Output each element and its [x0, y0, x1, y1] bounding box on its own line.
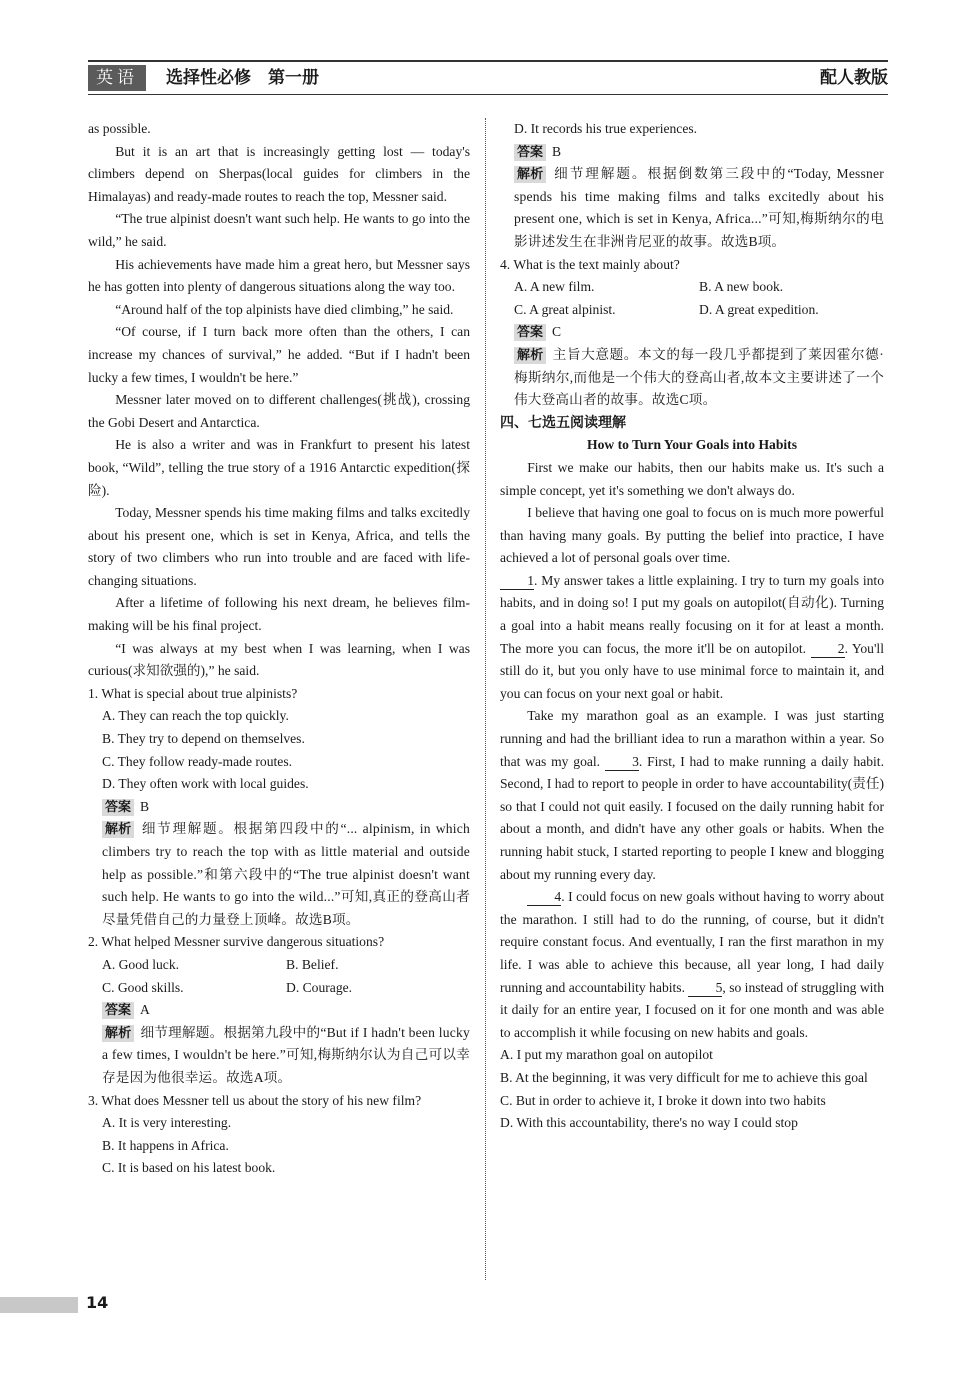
question-3-option-d: D. It records his true experiences. [514, 121, 698, 136]
paragraph-text: . You'll still do it, but you only have to use minimal force to maintain it, and you can focus on your next goal or habit. [500, 640, 884, 701]
passage-paragraph: “The true alpinist doesn't want such help. He wants to go into the wild,” he said. [88, 211, 470, 249]
analysis-text: 细节理解题。根据第九段中的“But if I hadn't been lucky a few times, I wouldn't be here.”可知,梅斯纳尔认为自己可以幸存是因为他很幸运。故选A项。 [102, 1024, 470, 1085]
passage-paragraph [500, 705, 884, 886]
answer-tag: 答案 [102, 1002, 134, 1019]
paragraph-text: . I could focus on new goals without having to worry about the marathon. I still had to do the running, of course, but it didn't require constant focus. And eventually, I ran the first marathon in my life. I was able to achieve this because, all year long, I had daily running and accountability habits. [500, 889, 884, 995]
question-2-option-a: A. Good luck. [102, 956, 180, 972]
question-3-option-c: C. It is based on his latest book. [102, 1160, 276, 1176]
page-number: 14 [86, 1293, 109, 1312]
analysis-tag: 解析 [514, 347, 546, 364]
choice-option-a: A. I put my marathon goal on autopilot [500, 1047, 713, 1063]
analysis-tag: 解析 [102, 1025, 134, 1042]
column-divider [485, 118, 486, 1280]
paragraph-text: . My answer takes a little explaining. I try to turn my goals into habits, and in doing so! I put my goals on autopilot(自动化). Turning a goal into a habit means really focusing on it for at least a month. The more you can focus, the more it'll be on autopilot. [500, 572, 884, 656]
paragraph-text: , so instead of struggling with it daily for an entire year, I focused on it for one month and was able to accomplish it while focusing on new habits and goals. [500, 979, 884, 1040]
answer-value: A [140, 1002, 150, 1018]
passage-paragraph: First we make our habits, then our habits make us. It's such a simple concept, yet it's something we don't always do. [500, 459, 884, 498]
book-title: 选择性必修 第一册 [166, 68, 319, 88]
question-4-analysis [500, 344, 884, 412]
passage-paragraph: Messner later moved on to different challenges(挑战), crossing the Gobi Desert and Antarctica. [88, 392, 470, 430]
question-4-answer [500, 321, 884, 344]
paragraph-text: Take my marathon goal as an example. I was just starting running and had the brilliant idea to run a marathon within a year. So that was my goal. [500, 708, 884, 769]
passage-paragraph: “Around half of the top alpinists have died climbing,” he said. [115, 301, 454, 317]
question-4-stem: 4. What is the text mainly about? [500, 256, 680, 272]
question-1-analysis [88, 818, 470, 931]
choice-option-c: C. But in order to achieve it, I broke it down into two habits [500, 1092, 826, 1108]
passage-paragraph: His achievements have made him a great hero, but Messner says he has gotten into plenty of dangerous situations along the way too. [88, 256, 470, 295]
passage-paragraph: He is also a writer and was in Frankfurt to present his latest book, “Wild”, telling the true story of a 1916 Antarctic expedition(探险). [88, 437, 470, 498]
header-bottom-rule [88, 94, 888, 95]
analysis-text: 主旨大意题。本文的每一段几乎都提到了莱因霍尔德·梅斯纳尔,而他是一个伟大的登高山者,故本文主要讲述了一个伟大登高山者的故事。故选C项。 [514, 346, 884, 408]
analysis-tag: 解析 [514, 166, 546, 183]
question-3-analysis [500, 163, 884, 253]
header-top-rule [88, 60, 888, 62]
footer-bar [0, 1297, 78, 1313]
answer-value: C [552, 324, 562, 340]
question-2-option-b: B. Belief. [286, 956, 339, 972]
choice-option-b: B. At the beginning, it was very difficult for me to achieve this goal [500, 1069, 868, 1085]
question-2-stem: 2. What helped Messner survive dangerous situations? [88, 934, 385, 950]
blank-4[interactable]: 4 [527, 889, 561, 906]
question-1-answer [88, 796, 470, 819]
answer-value: B [552, 143, 562, 159]
question-4-option-a: A. A new film. [514, 279, 595, 295]
passage-paragraph: as possible. [88, 121, 151, 136]
blank-5[interactable]: 5 [688, 980, 722, 997]
analysis-text: 细节理解题。根据倒数第三段中的“Today, Messner spends his time making films and talks excitedly about his present one, which is set in Kenya, Africa...”可知,梅斯纳尔的电影讲述发生在非洲肯尼亚的故事。故选B项。 [514, 166, 884, 249]
question-2-option-c: C. Good skills. [102, 979, 184, 995]
right-column [500, 118, 884, 1135]
question-1-option-c: C. They follow ready-made routes. [102, 753, 293, 769]
passage-paragraph [500, 886, 884, 1044]
subject-badge: 英语 [88, 65, 146, 91]
analysis-tag: 解析 [102, 821, 134, 838]
paragraph-text: I believe that having one goal to focus on is much more powerful than having many goals. By putting the belief into practice, I have achieved a lot of personal goals over time. [500, 505, 884, 566]
page-header [88, 60, 888, 96]
blank-3[interactable]: 3 [605, 754, 639, 771]
question-3-stem: 3. What does Messner tell us about the story of his new film? [88, 1092, 422, 1108]
passage-paragraph: “I was always at my best when I was learning, when I was curious(求知欲强的),” he said. [88, 640, 470, 679]
answer-value: B [140, 798, 150, 814]
question-1-option-b: B. They try to depend on themselves. [102, 731, 305, 747]
answer-tag: 答案 [514, 324, 546, 341]
question-1-option-d: D. They often work with local guides. [102, 776, 309, 792]
passage-paragraph: “Of course, if I turn back more often than the others, I can increase my chances of survival,” he added. “But if I hadn't been lucky a few times, I wouldn't be here.” [88, 324, 470, 385]
question-1-stem: 1. What is special about true alpinists? [88, 685, 298, 701]
paragraph-text: . First, I had to make running a daily habit. Second, I had to report to people in order to have accountability(责任) so that I could not quit easily. I focused on the daily running habit for about a month, and didn't have any other goals or habits. When the running habit stuck, I started reporting to people I knew and blogging about my running every day. [500, 753, 884, 882]
question-3-answer [500, 141, 884, 164]
blank-2[interactable]: 2 [811, 641, 845, 658]
question-4-option-c: C. A great alpinist. [514, 301, 616, 317]
passage-paragraph: But it is an art that is increasingly getting lost — today's climbers depend on Sherpas(local guides for climbers in the Himalayas) and ready-made routes to reach the top, Messner said. [88, 143, 470, 204]
passage-paragraph: After a lifetime of following his next dream, he believes film-making will be his final project. [88, 595, 470, 634]
question-2-options-row [88, 954, 470, 977]
question-2-analysis [88, 1022, 470, 1090]
question-4-option-d: D. A great expedition. [699, 301, 819, 317]
question-2-answer [88, 999, 470, 1022]
question-4-options-row [500, 276, 884, 299]
edition-label: 配人教版 [820, 68, 888, 88]
answer-tag: 答案 [514, 144, 546, 161]
blank-1[interactable]: 1 [500, 573, 534, 590]
question-1-option-a: A. They can reach the top quickly. [102, 708, 289, 724]
question-4-options-row [500, 299, 884, 322]
left-column [88, 118, 470, 1180]
choice-option-d: D. With this accountability, there's no way I could stop [500, 1115, 798, 1131]
question-3-option-a: A. It is very interesting. [102, 1115, 232, 1131]
question-2-options-row [88, 977, 470, 1000]
answer-tag: 答案 [102, 799, 134, 816]
analysis-text: 细节理解题。根据第四段中的“... alpinism, in which climbers try to reach the top with as little material and outside help as possible.”和第六段中的“The true alpinist doesn't want such help. He wants to go into the wild...”可知,真正的登高山者尽量凭借自己的力量登上顶峰。故选B项。 [102, 821, 470, 927]
passage-title: How to Turn Your Goals into Habits [587, 437, 797, 453]
section-heading: 四、七选五阅读理解 [500, 414, 626, 431]
passage-paragraph [500, 502, 884, 705]
question-2-option-d: D. Courage. [286, 979, 353, 995]
question-4-option-b: B. A new book. [699, 279, 784, 295]
question-3-option-b: B. It happens in Africa. [102, 1137, 229, 1153]
passage-paragraph: Today, Messner spends his time making films and talks excitedly about his present one, which is set in Kenya, Africa, and tells the story of two climbers who run into trouble and are faced with life-changing situations. [88, 505, 470, 588]
